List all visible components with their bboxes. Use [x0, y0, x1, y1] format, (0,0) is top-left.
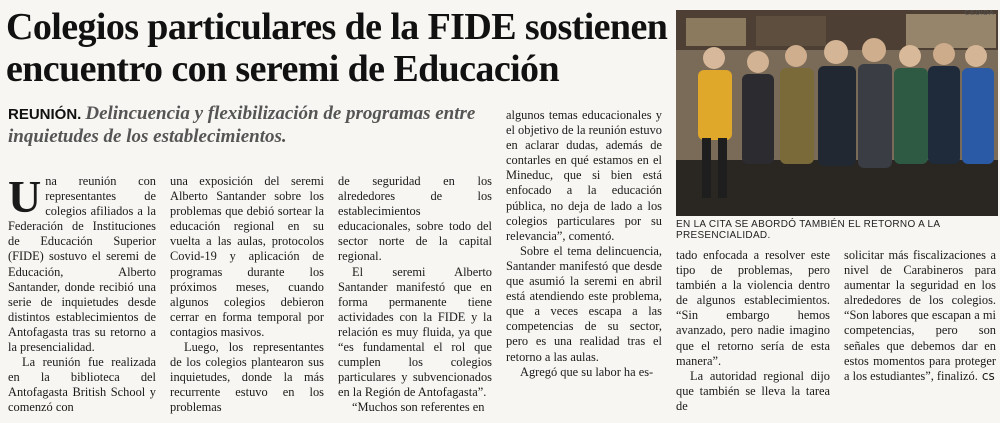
article-column-1	[8, 171, 156, 416]
paragraph: tado enfocada a resolver este tipo de problemas, pero también a la violencia dentro de algunos establecimientos. “Sin embargo hemos avanzado, pero nadie imagino que el retorno sería de esta manera”.	[676, 248, 830, 368]
paragraph: La autoridad regional dijo que también se lleva la tarea de	[676, 368, 830, 413]
kicker-text: Delincuencia y flexibilización de programas entre inquietudes de los establecimientos.	[8, 103, 476, 147]
headline: Colegios particulares de la FIDE sostienen encuentro con seremi de Educación	[6, 6, 668, 90]
paragraph: Agregó que su labor ha es-	[520, 364, 654, 379]
event-photo	[676, 10, 998, 216]
group-photo-illustration	[676, 10, 998, 216]
paragraph: “Muchos son referentes en	[352, 400, 485, 415]
paragraph	[844, 248, 996, 384]
kicker-label: REUNIÓN.	[8, 106, 82, 123]
article-column-2	[170, 174, 324, 416]
paragraph: algunos temas educacionales y el objetivo de la reunión estuvo en aclarar dudas, además de contarles en qué estamos en el Mineduc, que si bien está enfocado a la educación pública, no deja de lado a los colegios particulares por su relevancia”, comentó.	[506, 108, 662, 243]
photo-credit: CEDIDA	[964, 10, 994, 17]
paragraph: Luego, los representantes de los colegios plantearon sus inquietudes, donde la más recurrente estuvo en los problemas	[170, 340, 324, 415]
drop-cap: U	[8, 171, 42, 222]
paragraph: El seremi Alberto Santander manifestó que en forma permanente tiene actividades con la FIDE y la relación es muy fluida, ya que “es fundamental el rol que cumplen los colegios particulares y subvencionados en la Región de Antofagasta”.	[338, 264, 492, 400]
paragraph-text: solicitar más fiscalizaciones a nivel de Carabineros para aumentar la seguridad en los alrededores de los colegios. “Son labores que escapan a mi competencias, pero son señales que debemos dar en estos momentos para proteger a los estudiantes”, finalizó.	[844, 248, 996, 383]
paragraph: de seguridad en los alrededores de los establecimientos educacionales, sobre todo del sector norte de la capital regional.	[338, 174, 492, 264]
paragraph-text: na reunión con representantes de colegios afiliados a la Federación de Instituciones de Educación Superior (FIDE) sostuvo el seremi de Educación, Alberto Santander, donde recibió una serie de inquietudes desde distintos establecimientos de Antofagasta tras su retorno a la presencialidad.	[8, 174, 156, 355]
article-column-5	[676, 248, 830, 414]
photo-caption: EN LA CITA SE ABORDÓ TAMBIÉN EL RETORNO A LA PRESENCIALIDAD.	[676, 219, 940, 241]
article-column-6	[844, 248, 996, 384]
article-column-3	[338, 174, 492, 416]
paragraph: La reunión fue realizada en la biblioteca del Antofagasta British School y comenzó con	[8, 355, 156, 415]
paragraph	[8, 171, 156, 355]
paragraph: una exposición del seremi Alberto Santander sobre los problemas que debió sortear la educación regional en su vuelta a las aulas, protocolos Covid-19 y aplicación de programas durante los próximos meses, cuando algunos colegios debieron cerrar en forma temporal por contagios masivos.	[170, 174, 324, 339]
paragraph: Sobre el tema delincuencia, Santander manifestó que desde que asumió la seremi en abril está atendiendo este problema, que a veces escapa a las competencias de su sector, pero es una realidad tras el retorno a las aulas.	[506, 243, 662, 364]
article-column-4	[506, 108, 662, 380]
kicker	[8, 103, 558, 148]
end-mark: cs	[981, 368, 995, 383]
